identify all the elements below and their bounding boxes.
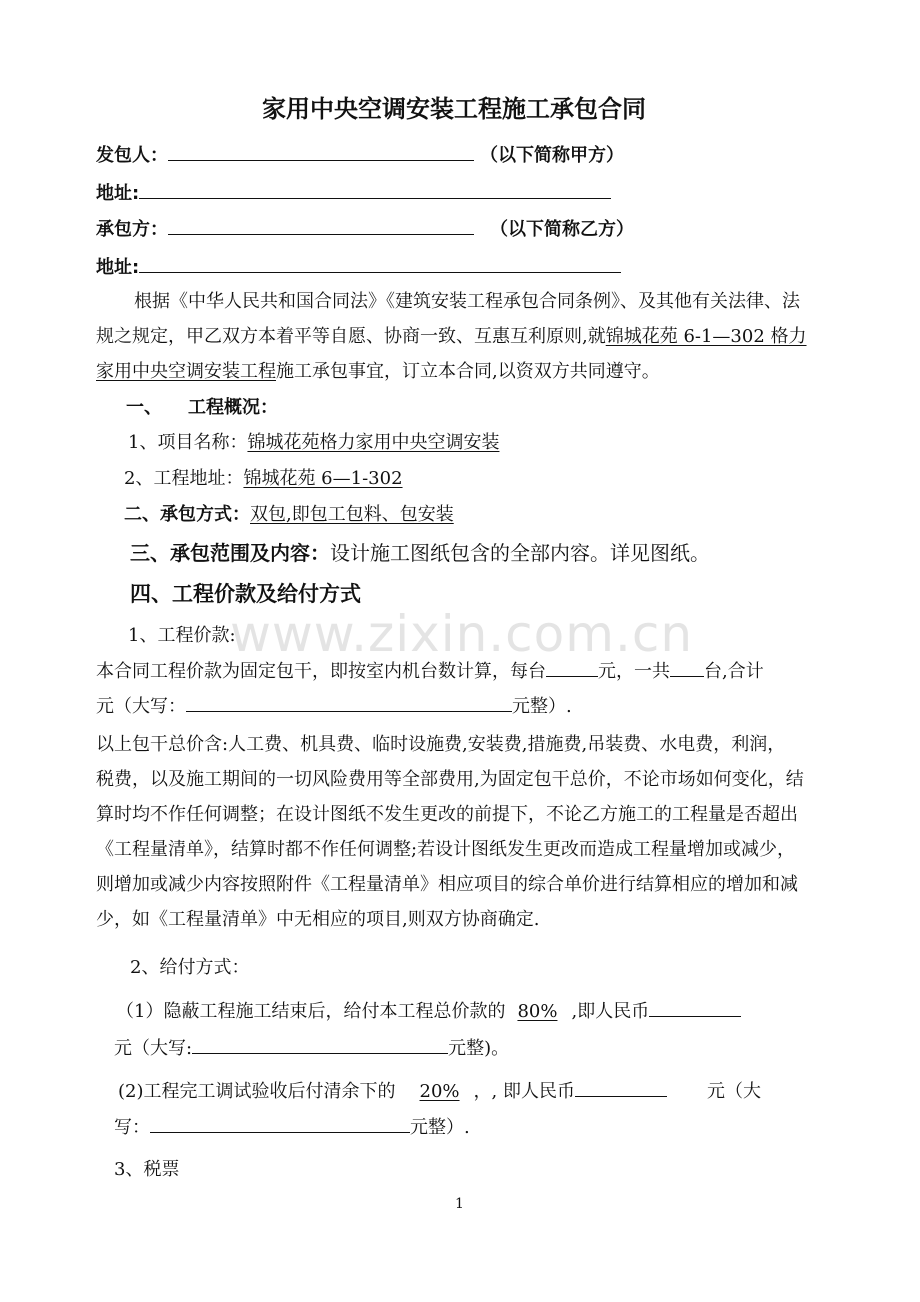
price-para-line-3: 算时均不作任何调整；在设计图纸不发生更改的前提下，不论乙方施工的工程量是否超出 [96, 804, 798, 825]
employer-blank [168, 142, 474, 161]
price-line-1 [96, 658, 764, 684]
payment-1-capital-label: 元（大写: [114, 1038, 193, 1059]
payment-2-text: (2)工程完工调试验收后付清余下的 [118, 1081, 396, 1102]
payment-2-capital-label-start: 元（大 [706, 1081, 761, 1102]
address-blank-1 [139, 180, 611, 199]
unit-price-blank [546, 658, 598, 677]
unit-count-blank [670, 658, 704, 677]
payment-1-capital-blank [192, 1035, 448, 1054]
preamble-line-1: 根据《中华人民共和国合同法》《建筑安装工程承包合同条例》、及其他有关法律、法 [134, 291, 800, 312]
payment-2-line-1 [118, 1078, 761, 1104]
payment-1-text: （1）隐蔽工程施工结束后，给付本工程总价款的 [116, 1001, 506, 1022]
contractor-label: 承包方： [96, 219, 168, 240]
price-capital-blank [186, 693, 512, 712]
watermark-text: www.zixin.com.cn [230, 605, 694, 663]
project-name-label: 1、项目名称： [128, 432, 248, 453]
payment-label: 2、给付方式： [130, 957, 250, 978]
address-label-1: 地址: [96, 183, 140, 204]
employer-label: 发包人： [96, 145, 168, 166]
price-text-total: 台,合计 [704, 661, 764, 682]
section-2-value: 双包,即包工包料、包安装 [250, 504, 454, 525]
payment-1-amount-blank [649, 998, 741, 1017]
payment-2-capital-blank [150, 1114, 410, 1133]
project-address-label: 2、工程地址： [124, 468, 244, 489]
contractor-line [96, 216, 634, 242]
preamble-text: 规之规定，甲乙双方本着平等自愿、协商一致、互惠互利原则,就 [96, 326, 606, 347]
price-line-2 [96, 693, 572, 719]
price-capital-end: 元整）. [512, 696, 572, 717]
preamble-line-2 [96, 325, 807, 349]
section-4-heading: 四、工程价款及给付方式 [130, 582, 361, 606]
payment-2-capital-end: 元整）. [410, 1117, 470, 1138]
document-title: 家用中央空调安装工程施工承包合同 [262, 95, 646, 123]
address-line-1 [96, 180, 611, 206]
contractor-blank [168, 216, 474, 235]
payment-1-line-1 [116, 998, 741, 1024]
section-1-heading [126, 396, 278, 420]
employer-line [96, 142, 624, 168]
payment-2-percent: 20% [419, 1081, 460, 1102]
payment-2-line-2 [114, 1114, 470, 1140]
project-location-underlined: 锦城花苑 6-1—302 格力 [605, 326, 807, 347]
contractor-note: （以下简称乙方） [490, 219, 634, 240]
project-address-line [124, 467, 403, 491]
employer-note: （以下简称甲方） [480, 145, 624, 166]
address-blank-2 [139, 254, 621, 273]
payment-2-amount-blank [575, 1078, 667, 1097]
section-1-number: 一、 [126, 397, 162, 418]
price-text: 本合同工程价款为固定包干，即按室内机台数计算，每台 [96, 661, 546, 682]
payment-2-rmb: ，, 即人民币 [473, 1081, 575, 1102]
payment-1-line-2 [114, 1035, 509, 1061]
payment-1-rmb: ,即人民币 [571, 1001, 650, 1022]
price-text-count: 元，一共 [598, 661, 670, 682]
section-3-line [130, 540, 710, 566]
section-2-line [124, 503, 454, 527]
section-1-title: 工程概况： [188, 397, 278, 418]
page-number: 1 [455, 1196, 464, 1212]
address-label-2: 地址: [96, 257, 140, 278]
section-3-value: 设计施工图纸包含的全部内容。详见图纸。 [330, 541, 710, 565]
price-para-line-5: 则增加或减少内容按照附件《工程量清单》相应项目的综合单价进行结算相应的增加和减 [96, 874, 798, 895]
payment-1-capital-end: 元整)。 [448, 1038, 510, 1059]
address-line-2 [96, 254, 621, 280]
price-label: 1、工程价款: [128, 625, 236, 646]
project-address-value: 锦城花苑 6—1-302 [243, 468, 403, 489]
payment-1-percent: 80% [517, 1001, 558, 1022]
price-para-line-2: 税费，以及施工期间的一切风险费用等全部费用,为固定包干总价，不论市场如何变化，结 [96, 769, 804, 790]
preamble-text-end: 施工承包事宜，订立本合同,以资双方共同遵守。 [276, 361, 660, 382]
preamble-line-3 [96, 360, 660, 384]
price-para-line-4: 《工程量清单》，结算时都不作任何调整;若设计图纸发生更改而造成工程量增加或减少， [96, 839, 796, 860]
section-3-heading: 三、承包范围及内容： [130, 541, 330, 565]
price-capital-label: 元（大写： [96, 696, 186, 717]
project-name-underlined: 家用中央空调安装工程 [96, 361, 276, 382]
project-name-line [128, 431, 499, 455]
section-2-heading: 二、承包方式： [124, 504, 250, 525]
project-name-value: 锦城花苑格力家用中央空调安装 [247, 432, 500, 453]
payment-2-capital-label-end: 写： [114, 1117, 150, 1138]
tax-invoice-label: 3、税票 [114, 1159, 180, 1180]
price-para-line-6: 少，如《工程量清单》中无相应的项目,则双方协商确定. [96, 909, 540, 930]
price-para-line-1: 以上包干总价含:人工费、机具费、临时设施费,安装费,措施费,吊装费、水电费，利润， [96, 734, 786, 755]
